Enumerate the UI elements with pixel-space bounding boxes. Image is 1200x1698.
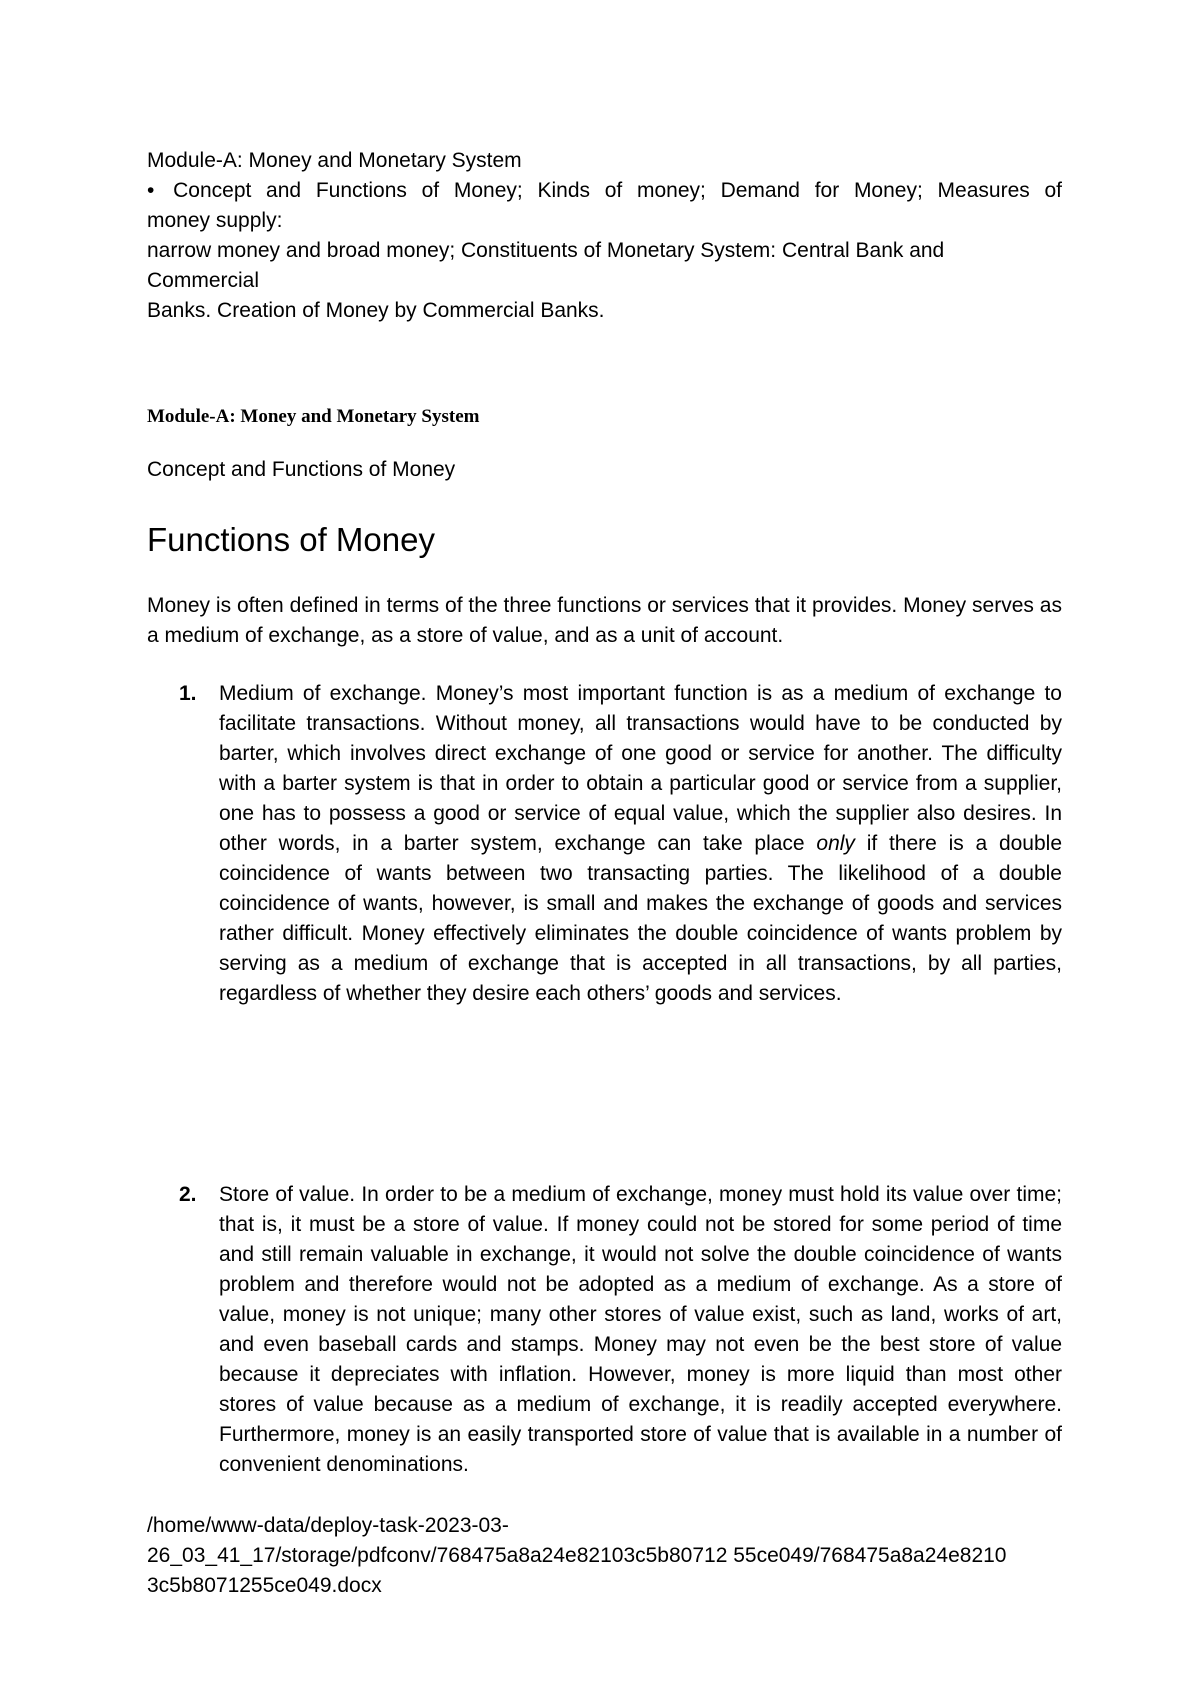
list-text-1: [219, 679, 1062, 1009]
syllabus-block: [147, 146, 1062, 326]
syllabus-line-1: [147, 176, 1062, 206]
module-heading: Module-A: Money and Monetary System: [147, 406, 480, 427]
list-text-2: Store of value. In order to be a medium of exchange, money must hold its value over time; that is, it must be a store of value. If money could not be stored for some period of time and still remain valuable in exchange, it would not solve the double coincidence of wants problem and therefore would not be adopted as a medium of exchange. As a store of value, money is not unique; many other stores of value exist, such as land, works of art, and even baseball cards and stamps. Money may not even be the best store of value because it depreciates with inflation. However, money is more liquid than most other stores of value because as a medium of exchange, it is readily accepted everywhere. Furthermore, money is an easily transported store of value that is available in a number of convenient denominations.: [219, 1183, 1062, 1476]
footer-file-path: [147, 1511, 1107, 1601]
footer-path-line-1: /home/www-data/deploy-task-2023-03-: [147, 1514, 509, 1537]
list-number-2: 2.: [179, 1183, 197, 1206]
list-text-1-part-b: if there is a double coincidence of wants between two transacting parties. The likelihood of a double coincidence of wants, however, is small and makes the exchange of goods and services rather difficult. Money effectively eliminates the double coincidence of wants problem by serving as a medium of exchange that is accepted in all transactions, by all parties, regardless of whether they desire each others’ goods and services.: [219, 832, 1063, 1005]
concept-heading: Concept and Functions of Money: [147, 458, 456, 481]
footer-path-line-2: 26_03_41_17/storage/pdfconv/768475a8a24e82103c5b80712 55ce049/768475a8a24e8210: [147, 1544, 1007, 1567]
syllabus-line-2: money supply:: [147, 209, 283, 232]
intro-paragraph: Money is often defined in terms of the three functions or services that it provides. Money serves as a medium of exchange, as a store of value, and as a unit of account.: [147, 594, 1062, 647]
syllabus-title: Module-A: Money and Monetary System: [147, 149, 522, 172]
list-item-2: [147, 1180, 1062, 1480]
syllabus-line-1-text: Concept and Functions of Money; Kinds of money; Demand for Money; Measures of: [173, 179, 1062, 202]
list-text-1-italic: only: [816, 832, 855, 855]
syllabus-line-3: narrow money and broad money; Constituents of Monetary System: Central Bank and: [147, 239, 945, 262]
footer-path-line-3: 3c5b8071255ce049.docx: [147, 1574, 382, 1597]
section-heading: Functions of Money: [147, 521, 435, 558]
bullet-icon: •: [147, 179, 155, 202]
syllabus-line-4: Commercial: [147, 269, 260, 292]
list-item-1: [147, 679, 1062, 1009]
list-number-1: 1.: [179, 682, 197, 705]
list-text-1-part-a: Medium of exchange. Money’s most important function is as a medium of exchange to facilitate transactions. Without money, all transactions would have to be conducted by barter, which involves direct exchange of one good or service for another. The difficulty with a barter system is that in order to obtain a particular good or service from a supplier, one has to possess a good or service of equal value, which the supplier also desires. In other words, in a barter system, exchange can take place: [219, 682, 1062, 855]
syllabus-line-5: Banks. Creation of Money by Commercial Banks.: [147, 299, 605, 322]
